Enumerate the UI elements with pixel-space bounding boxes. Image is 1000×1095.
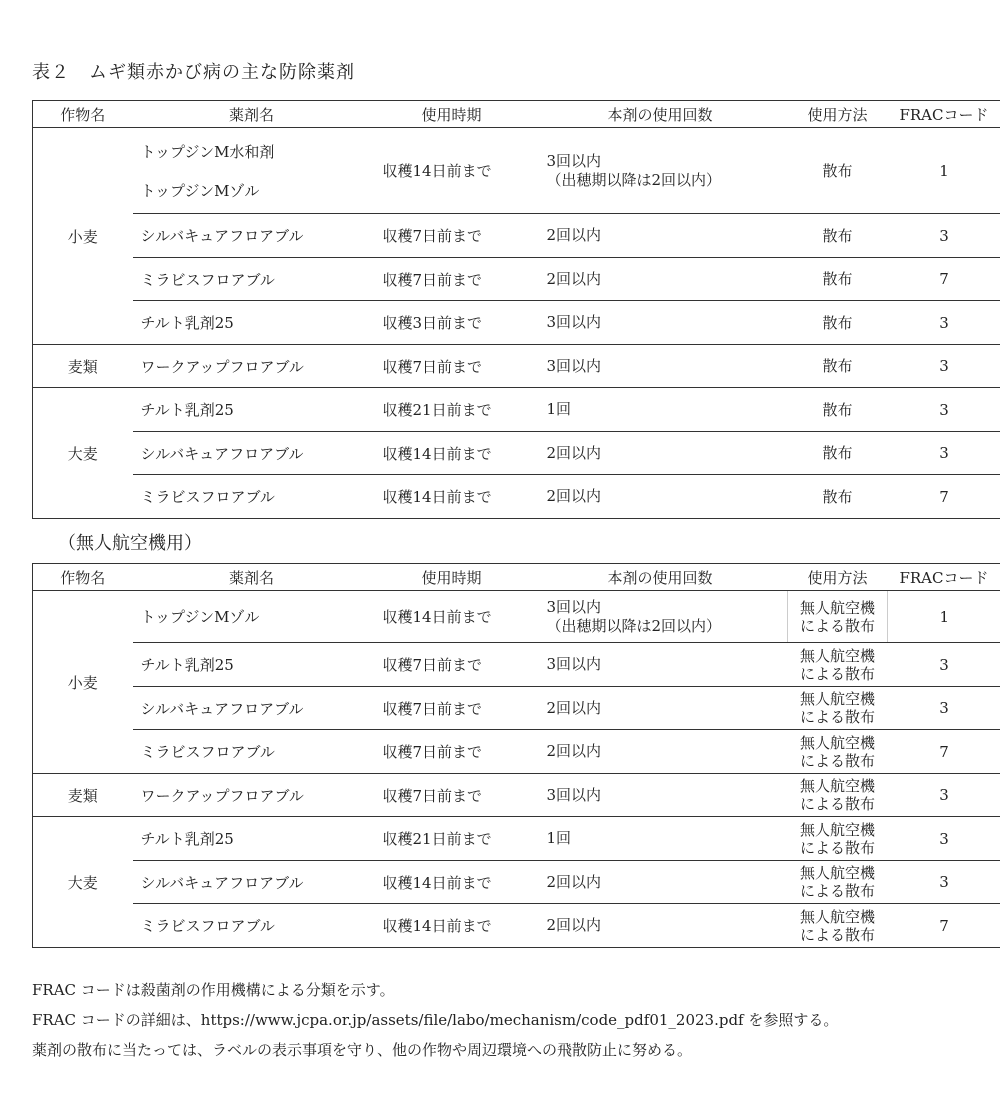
header-row bbox=[33, 101, 1000, 128]
method-line: による散布 bbox=[799, 708, 875, 726]
frac-cell: 7 bbox=[888, 730, 1000, 774]
frac-cell: 1 bbox=[888, 591, 1000, 643]
method-cell bbox=[788, 817, 888, 861]
count-line: 3回以内 bbox=[546, 597, 602, 616]
frac-cell: 3 bbox=[888, 861, 1000, 904]
table-caption: 表２ ムギ類赤かび病の主な防除薬剤 bbox=[32, 62, 355, 83]
crop-cell: 小麦 bbox=[33, 591, 133, 774]
method-cell bbox=[788, 774, 888, 817]
count-line: （出穂期以降は2回以内） bbox=[546, 616, 722, 635]
crop-cell: 大麦 bbox=[33, 388, 133, 519]
period-cell: 収穫7日前まで bbox=[371, 643, 533, 687]
count-cell: 3回以内 bbox=[533, 301, 788, 345]
method-cell bbox=[788, 730, 888, 774]
frac-cell: 3 bbox=[888, 432, 1000, 475]
drug-name-cell: ミラビスフロアブル bbox=[133, 904, 371, 948]
drug-name-cell: シルバキュアフロアブル bbox=[133, 861, 371, 904]
table-row bbox=[33, 730, 1000, 774]
table-row bbox=[33, 258, 1000, 301]
frac-cell: 3 bbox=[888, 774, 1000, 817]
method-line: による散布 bbox=[799, 664, 875, 683]
header-frac: FRACコード bbox=[888, 564, 1000, 591]
crop-cell: 麦類 bbox=[33, 774, 133, 817]
drug-name-cell: ミラビスフロアブル bbox=[133, 475, 371, 519]
count-line: 3回以内 bbox=[546, 151, 602, 170]
period-cell: 収穫7日前まで bbox=[371, 687, 533, 730]
count-cell: 3回以内 bbox=[533, 345, 788, 388]
drone-subcaption: （無人航空機用） bbox=[58, 533, 202, 554]
table-row bbox=[33, 861, 1000, 904]
table-row bbox=[33, 475, 1000, 519]
method-line: 無人航空機 bbox=[799, 646, 875, 665]
count-cell: 2回以内 bbox=[533, 904, 788, 948]
count-cell: 2回以内 bbox=[533, 730, 788, 774]
header-count: 本剤の使用回数 bbox=[533, 564, 788, 591]
drug-name-cell: シルバキュアフロアブル bbox=[133, 432, 371, 475]
frac-cell: 3 bbox=[888, 643, 1000, 687]
period-cell: 収穫14日前まで bbox=[371, 432, 533, 475]
header-drug: 薬剤名 bbox=[133, 564, 371, 591]
frac-cell: 3 bbox=[888, 214, 1000, 258]
count-cell: 2回以内 bbox=[533, 475, 788, 519]
method-line: 無人航空機 bbox=[799, 598, 875, 617]
period-cell: 収穫14日前まで bbox=[371, 861, 533, 904]
header-drug: 薬剤名 bbox=[133, 101, 371, 128]
drug-name-cell bbox=[133, 128, 371, 214]
frac-cell: 7 bbox=[888, 258, 1000, 301]
drug-name-cell: チルト乳剤25 bbox=[133, 301, 371, 345]
method-line: による散布 bbox=[799, 795, 875, 813]
count-line: （出穂期以降は2回以内） bbox=[546, 170, 722, 189]
method-line: による散布 bbox=[799, 925, 875, 944]
drug-name-cell: シルバキュアフロアブル bbox=[133, 214, 371, 258]
period-cell: 収穫7日前まで bbox=[371, 730, 533, 774]
method-cell: 散布 bbox=[788, 128, 888, 214]
method-line: 無人航空機 bbox=[799, 777, 875, 795]
table-row bbox=[33, 301, 1000, 345]
method-cell bbox=[788, 643, 888, 687]
drug-name-cell: シルバキュアフロアブル bbox=[133, 687, 371, 730]
count-cell: 2回以内 bbox=[533, 258, 788, 301]
method-cell: 散布 bbox=[788, 432, 888, 475]
table-row bbox=[33, 904, 1000, 948]
count-cell: 2回以内 bbox=[533, 214, 788, 258]
period-cell: 収穫3日前まで bbox=[371, 301, 533, 345]
method-line: 無人航空機 bbox=[799, 733, 875, 752]
drug-name-cell: チルト乳剤25 bbox=[133, 817, 371, 861]
drug-name-cell: チルト乳剤25 bbox=[133, 388, 371, 432]
table-row bbox=[33, 345, 1000, 388]
period-cell: 収穫14日前まで bbox=[371, 904, 533, 948]
table-row bbox=[33, 643, 1000, 687]
period-cell: 収穫21日前まで bbox=[371, 817, 533, 861]
header-count: 本剤の使用回数 bbox=[533, 101, 788, 128]
drug-name-cell: チルト乳剤25 bbox=[133, 643, 371, 687]
crop-cell: 麦類 bbox=[33, 345, 133, 388]
period-cell: 収穫7日前まで bbox=[371, 774, 533, 817]
crop-cell: 大麦 bbox=[33, 817, 133, 948]
frac-cell: 7 bbox=[888, 475, 1000, 519]
count-cell: 3回以内 bbox=[533, 643, 788, 687]
notes bbox=[32, 975, 838, 1065]
drug-name-cell: ワークアップフロアブル bbox=[133, 345, 371, 388]
header-method: 使用方法 bbox=[788, 101, 888, 128]
header-row bbox=[33, 564, 1000, 591]
method-cell: 散布 bbox=[788, 345, 888, 388]
period-cell: 収穫7日前まで bbox=[371, 345, 533, 388]
header-method: 使用方法 bbox=[788, 564, 888, 591]
table-row bbox=[33, 817, 1000, 861]
count-cell: 2回以内 bbox=[533, 687, 788, 730]
frac-cell: 3 bbox=[888, 687, 1000, 730]
method-line: 無人航空機 bbox=[799, 864, 875, 882]
crop-cell: 小麦 bbox=[33, 128, 133, 345]
drug-name-line: トップジンMゾル bbox=[140, 181, 260, 200]
frac-cell: 3 bbox=[888, 301, 1000, 345]
frac-cell: 3 bbox=[888, 817, 1000, 861]
frac-cell: 3 bbox=[888, 345, 1000, 388]
method-line: による散布 bbox=[799, 838, 875, 857]
count-cell: 1回 bbox=[533, 817, 788, 861]
method-line: 無人航空機 bbox=[799, 907, 875, 926]
count-cell bbox=[533, 128, 788, 214]
table-row bbox=[33, 388, 1000, 432]
method-cell: 散布 bbox=[788, 258, 888, 301]
method-cell bbox=[788, 861, 888, 904]
method-line: 無人航空機 bbox=[799, 690, 875, 708]
frac-cell: 7 bbox=[888, 904, 1000, 948]
period-cell: 収穫7日前まで bbox=[371, 258, 533, 301]
drug-name-cell: ミラビスフロアブル bbox=[133, 258, 371, 301]
period-cell: 収穫14日前まで bbox=[371, 128, 533, 214]
note-line: FRAC コードの詳細は、https://www.jcpa.or.jp/assets/file/labo/mechanism/code_pdf01_2023.pdf を参照する。 bbox=[32, 1011, 839, 1029]
note-line: 薬剤の散布に当たっては、ラベルの表示事項を守り、他の作物や周辺環境への飛散防止に努める。 bbox=[32, 1041, 693, 1059]
method-cell bbox=[788, 591, 888, 643]
period-cell: 収穫7日前まで bbox=[371, 214, 533, 258]
method-cell: 散布 bbox=[788, 388, 888, 432]
drug-name-cell: ワークアップフロアブル bbox=[133, 774, 371, 817]
method-cell: 散布 bbox=[788, 214, 888, 258]
drug-name-cell: ミラビスフロアブル bbox=[133, 730, 371, 774]
method-line: による散布 bbox=[799, 882, 875, 900]
method-cell: 散布 bbox=[788, 475, 888, 519]
count-cell: 3回以内 bbox=[533, 774, 788, 817]
table-row bbox=[33, 128, 1000, 214]
count-cell: 2回以内 bbox=[533, 861, 788, 904]
count-cell: 1回 bbox=[533, 388, 788, 432]
method-line: による散布 bbox=[799, 616, 875, 635]
table-row bbox=[33, 774, 1000, 817]
period-cell: 収穫14日前まで bbox=[371, 475, 533, 519]
frac-cell: 3 bbox=[888, 388, 1000, 432]
period-cell: 収穫21日前まで bbox=[371, 388, 533, 432]
method-line: による散布 bbox=[799, 751, 875, 770]
header-crop: 作物名 bbox=[33, 101, 133, 128]
method-cell bbox=[788, 687, 888, 730]
table-row bbox=[33, 214, 1000, 258]
method-line: 無人航空機 bbox=[799, 820, 875, 839]
header-period: 使用時期 bbox=[371, 101, 533, 128]
period-cell: 収穫14日前まで bbox=[371, 591, 533, 643]
method-cell: 散布 bbox=[788, 301, 888, 345]
header-crop: 作物名 bbox=[33, 564, 133, 591]
header-period: 使用時期 bbox=[371, 564, 533, 591]
table-row bbox=[33, 591, 1000, 643]
fungicide-table bbox=[32, 100, 1000, 519]
count-cell: 2回以内 bbox=[533, 432, 788, 475]
drone-fungicide-table bbox=[32, 563, 1000, 948]
table-row bbox=[33, 432, 1000, 475]
frac-cell: 1 bbox=[888, 128, 1000, 214]
drug-name-line: トップジンM水和剤 bbox=[140, 142, 275, 161]
note-line: FRAC コードは殺菌剤の作用機構による分類を示す。 bbox=[32, 981, 395, 999]
method-cell bbox=[788, 904, 888, 948]
count-cell bbox=[533, 591, 788, 643]
header-frac: FRACコード bbox=[888, 101, 1000, 128]
table-row bbox=[33, 687, 1000, 730]
drug-name-cell: トップジンMゾル bbox=[133, 591, 371, 643]
